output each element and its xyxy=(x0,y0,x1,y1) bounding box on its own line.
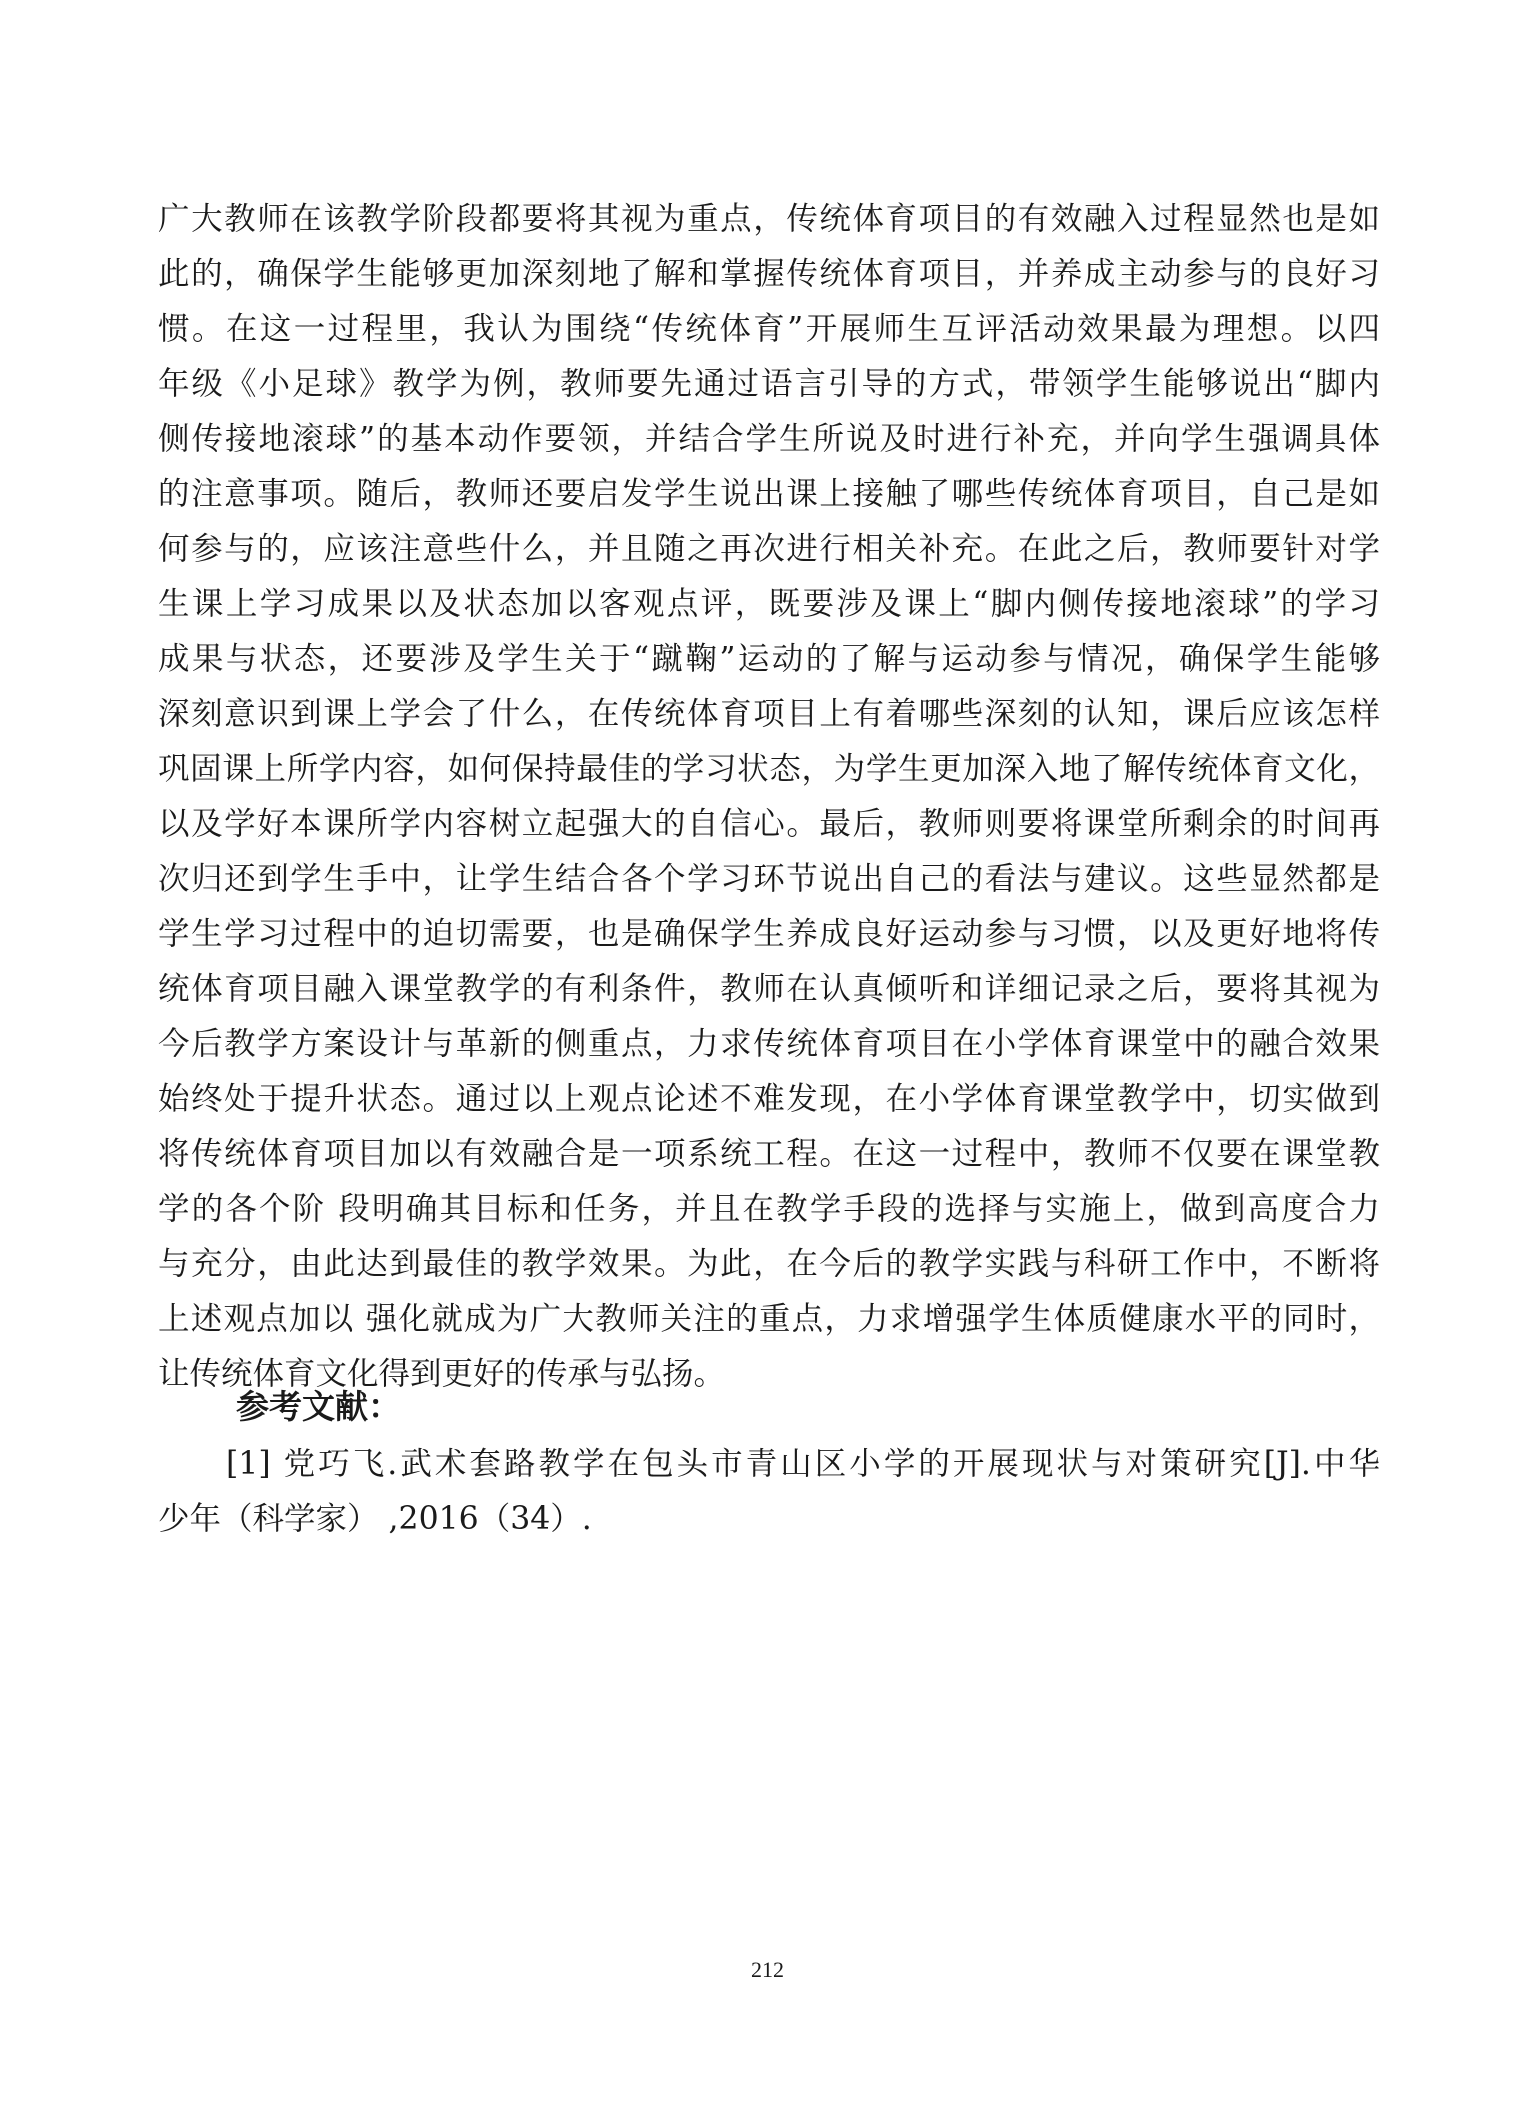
references-heading: 参考文献： xyxy=(236,1387,401,1426)
body-line: 以及学好本课所学内容树立起强大的自信心。最后，教师则要将课堂所剩余的时间再 xyxy=(158,806,1380,842)
body-line: 学生学习过程中的迫切需要，也是确保学生养成良好运动参与习惯，以及更好地将传 xyxy=(158,916,1380,952)
body-line: 的注意事项。随后，教师还要启发学生说出课上接触了哪些传统体育项目，自己是如 xyxy=(158,476,1380,512)
body-line: 此的，确保学生能够更加深刻地了解和掌握传统体育项目，并养成主动参与的良好习 xyxy=(158,256,1380,292)
body-line: 让传统体育文化得到更好的传承与弘扬。 xyxy=(158,1356,726,1392)
body-line: 成果与状态，还要涉及学生关于“蹴鞠”运动的了解与运动参与情况，确保学生能够 xyxy=(158,641,1380,677)
body-line: 将传统体育项目加以有效融合是一项系统工程。在这一过程中，教师不仅要在课堂教 xyxy=(158,1136,1380,1172)
body-line: 年级《小足球》教学为例，教师要先通过语言引导的方式，带领学生能够说出“脚内 xyxy=(158,366,1380,402)
body-line: 学的各个阶 段明确其目标和任务，并且在教学手段的选择与实施上，做到高度合力 xyxy=(158,1191,1380,1227)
body-line: 广大教师在该教学阶段都要将其视为重点，传统体育项目的有效融入过程显然也是如 xyxy=(158,201,1380,237)
body-line: 深刻意识到课上学会了什么，在传统体育项目上有着哪些深刻的认知，课后应该怎样 xyxy=(158,696,1380,732)
body-line: 统体育项目融入课堂教学的有利条件，教师在认真倾听和详细记录之后，要将其视为 xyxy=(158,971,1380,1007)
reference-line: [1] 党巧飞.武术套路教学在包头市青山区小学的开展现状与对策研究[J].中华 xyxy=(226,1446,1380,1482)
body-line: 惯。在这一过程里，我认为围绕“传统体育”开展师生互评活动效果最为理想。以四 xyxy=(158,311,1380,347)
body-paragraph xyxy=(158,192,1380,1402)
reference-item xyxy=(158,1437,1380,1547)
body-line: 上述观点加以 强化就成为广大教师关注的重点，力求增强学生体质健康水平的同时， xyxy=(158,1301,1380,1337)
page-number: 212 xyxy=(751,1957,784,1982)
reference-list xyxy=(158,1437,1380,1547)
body-line: 始终处于提升状态。通过以上观点论述不难发现，在小学体育课堂教学中，切实做到 xyxy=(158,1081,1380,1117)
body-line: 巩固课上所学内容，如何保持最佳的学习状态，为学生更加深入地了解传统体育文化， xyxy=(158,751,1380,787)
reference-line: 少年（科学家） ,2016（34）. xyxy=(158,1501,592,1537)
body-line: 何参与的，应该注意些什么，并且随之再次进行相关补充。在此之后，教师要针对学 xyxy=(158,531,1380,567)
body-line: 侧传接地滚球”的基本动作要领，并结合学生所说及时进行补充，并向学生强调具体 xyxy=(158,421,1380,457)
body-line: 生课上学习成果以及状态加以客观点评，既要涉及课上“脚内侧传接地滚球”的学习 xyxy=(158,586,1380,622)
body-line: 今后教学方案设计与革新的侧重点，力求传统体育项目在小学体育课堂中的融合效果 xyxy=(158,1026,1380,1062)
body-line: 与充分，由此达到最佳的教学效果。为此，在今后的教学实践与科研工作中，不断将 xyxy=(158,1246,1380,1282)
body-line: 次归还到学生手中，让学生结合各个学习环节说出自己的看法与建议。这些显然都是 xyxy=(158,861,1380,897)
